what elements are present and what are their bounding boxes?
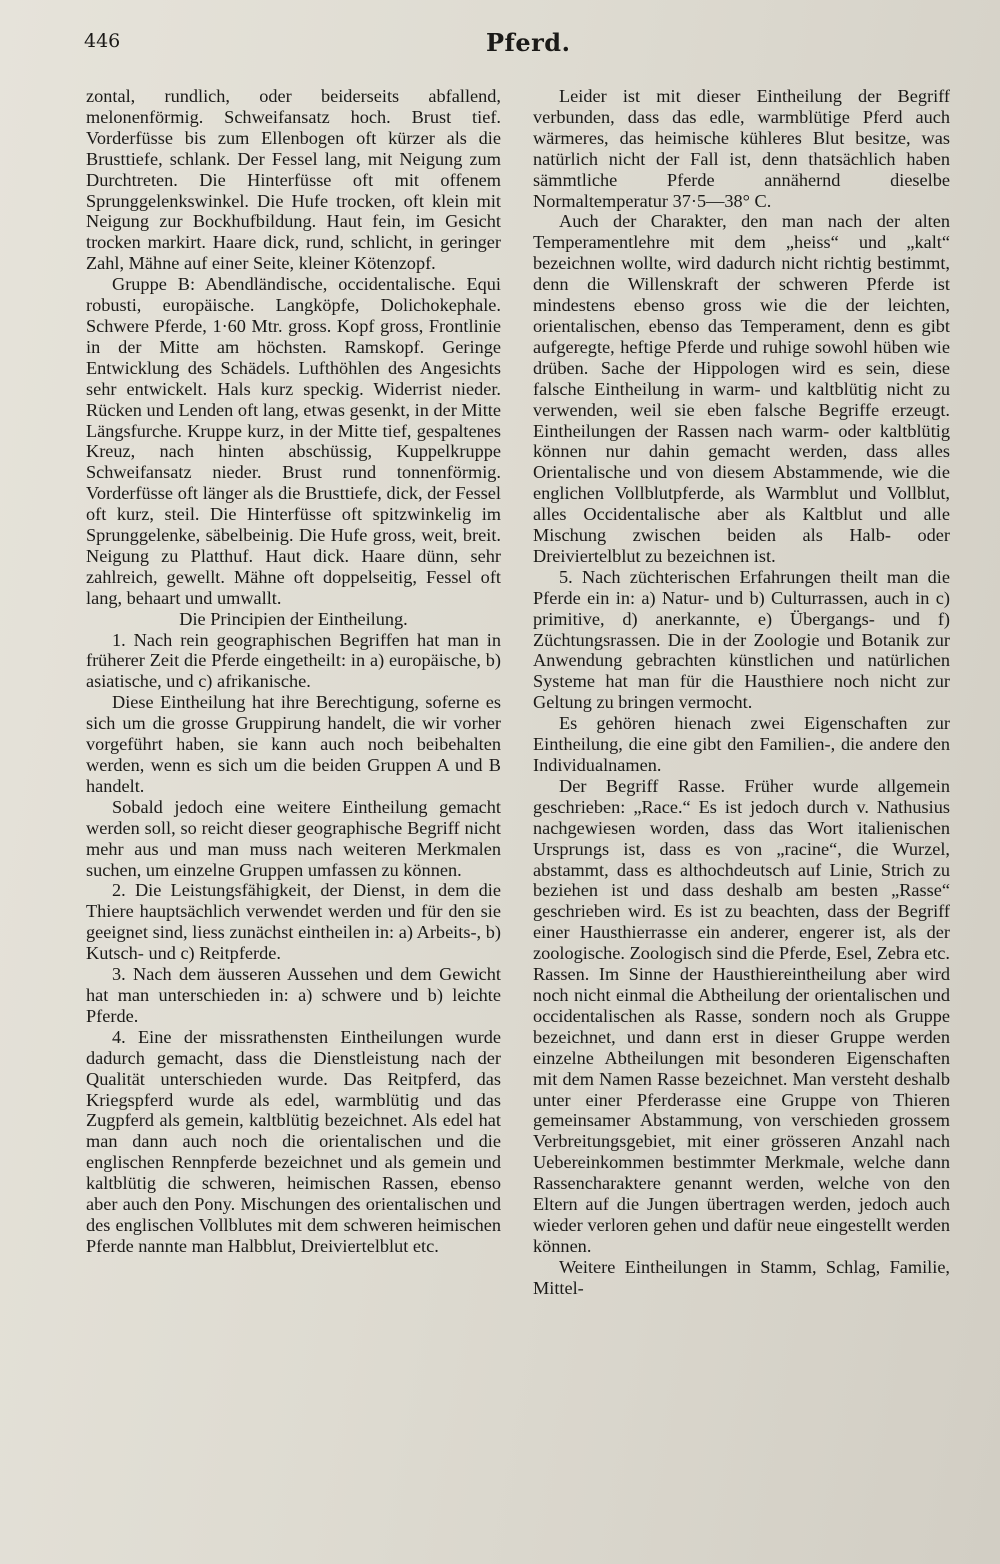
running-title: Pferd. xyxy=(486,28,571,57)
paragraph-begriff-rasse: Der Begriff Rasse. Früher wurde allgemein geschrieben: „Race.“ Es ist jedoch durch v. Nathusius nachgewiesen worden, dass das Wort italienischen Ursprungs ist, dass es von „racine“, die Wurzel, abstammt, dass es althochdeutsch auf Linie, Strich zu beziehen ist und dass deshalb am besten „Rasse“ geschrieben wird. Es ist zu beachten, dass der Begriff einer Hausthierrasse ein anderer, engerer ist, als der zoologische. Zoologisch sind die Pferde, Esel, Zebra etc. Rassen. Im Sinne der Hausthiereintheilung aber wird noch nicht einmal die Abtheilung der orientalischen und occidentalischen als Rasse, sondern noch als Gruppe bezeichnet, und dann erst in dieser Gruppe werden einzelne Abtheilungen mit besonderen Eigenschaften mit dem Namen Rasse bezeichnet. Man versteht deshalb unter einer Pferderasse eine Gruppe von Thieren gemeinsamer Abstammung, von verschieden grossem Verbreitungsgebiet, mit einer grösseren Anzahl nach Uebereinkommen bestimmter Merkmale, welche dann Rassencharaktere genannt werden, welche von den Eltern auf die Jungen übertragen werden, jedoch auch wieder verloren gehen und dafür neue eingestellt werden können. xyxy=(533,775,950,1256)
page-number: 446 xyxy=(84,30,121,52)
paragraph-principle-1: 1. Nach rein geographischen Begriffen hat man in früherer Zeit die Pferde eingetheilt: in a) europäische, b) asiatische, und c) afrikanische. xyxy=(86,629,501,692)
paragraph-principle-1-limits: Sobald jedoch eine weitere Eintheilung gemacht werden soll, so reicht dieser geographische Begriff nicht mehr aus und man muss nach weiteren Merkmalen suchen, um einzelne Gruppen umfassen zu können. xyxy=(86,796,501,880)
paragraph-gruppe-a-continued: zontal, rundlich, oder beiderseits abfallend, melonenförmig. Schweifansatz hoch. Brust tief. Vorderfüsse bis zum Ellenbogen oft kürzer als die Brusttiefe, schlank. Der Fessel lang, mit Neigung zum Durchtreten. Die Hinterfüsse oft mit offenem Sprunggelenkswinkel. Die Hufe trocken, oft klein mit Neigung zur Bockhufbildung. Haut fein, im Gesicht trocken markirt. Haare dick, rund, schlicht, in geringer Zahl, Mähne auf einer Seite, kleiner Kötenzopf. xyxy=(86,86,501,274)
paragraph-principle-3: 3. Nach dem äusseren Aussehen und dem Gewicht hat man unterschieden in: a) schwere und b) leichte Pferde. xyxy=(86,964,501,1026)
paragraph-blood-temperature: Leider ist mit dieser Eintheilung der Begriff verbunden, dass das edle, warmblütige Pferd auch wärmeres, das heimische kühleres Blut besitze, was natürlich nicht der Fall ist, denn thatsächlich haben sämmtliche Pferde annähernd dieselbe Normaltemperatur 37·5—38° C. xyxy=(533,86,950,211)
section-heading: Die Principien der Eintheilung. xyxy=(179,608,408,629)
paragraph-two-properties: Es gehören hienach zwei Eigenschaften zur Eintheilung, die eine gibt den Familien-, die andere den Individualnamen. xyxy=(533,713,950,775)
paragraph-temperament: Auch der Charakter, den man nach der alten Temperamentlehre mit dem „heiss“ und „kalt“ bezeichnen wollte, wird dadurch nicht richtig bestimmt, denn die Willenskraft der schweren Pferde ist mindestens ebenso gross wie die der leichten, orientalischen, ebenso das Temperament, denn es gibt aufgeregte, heftige Pferde und ruhige sowohl hüben wie drüben. Sache der Hippologen wird es sein, diese falsche Eintheilung in warm- und kaltblütig nicht zu verwenden, weil sie eben falsche Begriffe erzeugt. Eintheilungen der Rassen nach warm- oder kaltblütig können nur dahin gemacht werden, dass alles Orientalische und von diesem Abstammende, wie die englichen Vollblutpferde, als Warmblut und Vollblut, alles Occidentalische aber als Kaltblut und alle Mischung zwischen beiden als Halb- oder Dreiviertelblut zu bezeichnen ist. xyxy=(533,211,950,566)
paragraph-further-classifications: Weitere Eintheilungen in Stamm, Schlag, Familie, Mittel- xyxy=(533,1256,950,1298)
paragraph-principle-1-justification: Diese Eintheilung hat ihre Berechtigung, soferne es sich um die grosse Gruppirung handelt, die wir vorher vorgeführt haben, sie kann auch noch beibehalten werden, wenn es sich um die beiden Gruppen A und B handelt. xyxy=(86,692,501,796)
page-header xyxy=(84,28,960,58)
paragraph-gruppe-b: Gruppe B: Abendländische, occidentalische. Equi robusti, europäische. Langköpfe, Dolichokephale. Schwere Pferde, 1·60 Mtr. gross. Kopf gross, Frontlinie in der Mitte am höchsten. Ramskopf. Geringe Entwicklung des Schädels. Lufthöhlen des Angesichts sehr entwickelt. Hals kurz speckig. Widerrist nieder. Rücken und Lenden oft lang, etwas gesenkt, in der Mitte Längsfurche. Kruppe kurz, in der Mitte tief, gespaltenes Kreuz, nach hinten abschüssig, Kuppelkruppe Schweifansatz nieder. Brust rund tonnenförmig. Vorderfüsse oft länger als die Brusttiefe, dick, der Fessel oft kurz, steil. Die Hinterfüsse oft spitzwinkelig im Sprunggelenke, säbelbeinig. Die Hufe gross, weit, breit. Neigung zu Platthuf. Haut dick. Haare dünn, sehr zahlreich, gewellt. Mähne oft doppelseitig, Fessel oft lang, behaart und umwallt. xyxy=(86,274,501,608)
right-column xyxy=(533,86,950,1299)
left-column xyxy=(86,86,501,1257)
paragraph-principle-2: 2. Die Leistungsfähigkeit, der Dienst, in dem die Thiere hauptsächlich verwendet werden und für den sie geeignet sind, liess zunächst eintheilen in: a) Arbeits-, b) Kutsch- und c) Reitpferde. xyxy=(86,880,501,964)
paragraph-principle-5: 5. Nach züchterischen Erfahrungen theilt man die Pferde ein in: a) Natur- und b) Culturrassen, auch in c) primitive, d) anerkannte, e) Übergangs- und f) Züchtungsrassen. Die in der Zoologie und Botanik zur Anwendung gebrachten künstlichen und natürlichen Systeme hat man für die Hausthiere noch nicht zur Geltung zu bringen vermocht. xyxy=(533,566,950,713)
paragraph-principle-4: 4. Eine der missrathensten Eintheilungen wurde dadurch gemacht, dass die Dienstleistung nach der Qualität unterschieden wurde. Das Reitpferd, das Kriegspferd wurde als edel, warmblütig und das Zugpferd als gemein, kaltblütig bezeichnet. Als edel hat man dann auch noch die orientalischen und die englischen Rennpferde bezeichnet und als gemein und kaltblütig die schweren, heimischen Rassen, ebenso aber auch den Pony. Mischungen des orientalischen und des englischen Vollblutes mit dem schweren heimischen Pferde nannte man Halbblut, Dreiviertelblut etc. xyxy=(86,1026,501,1256)
